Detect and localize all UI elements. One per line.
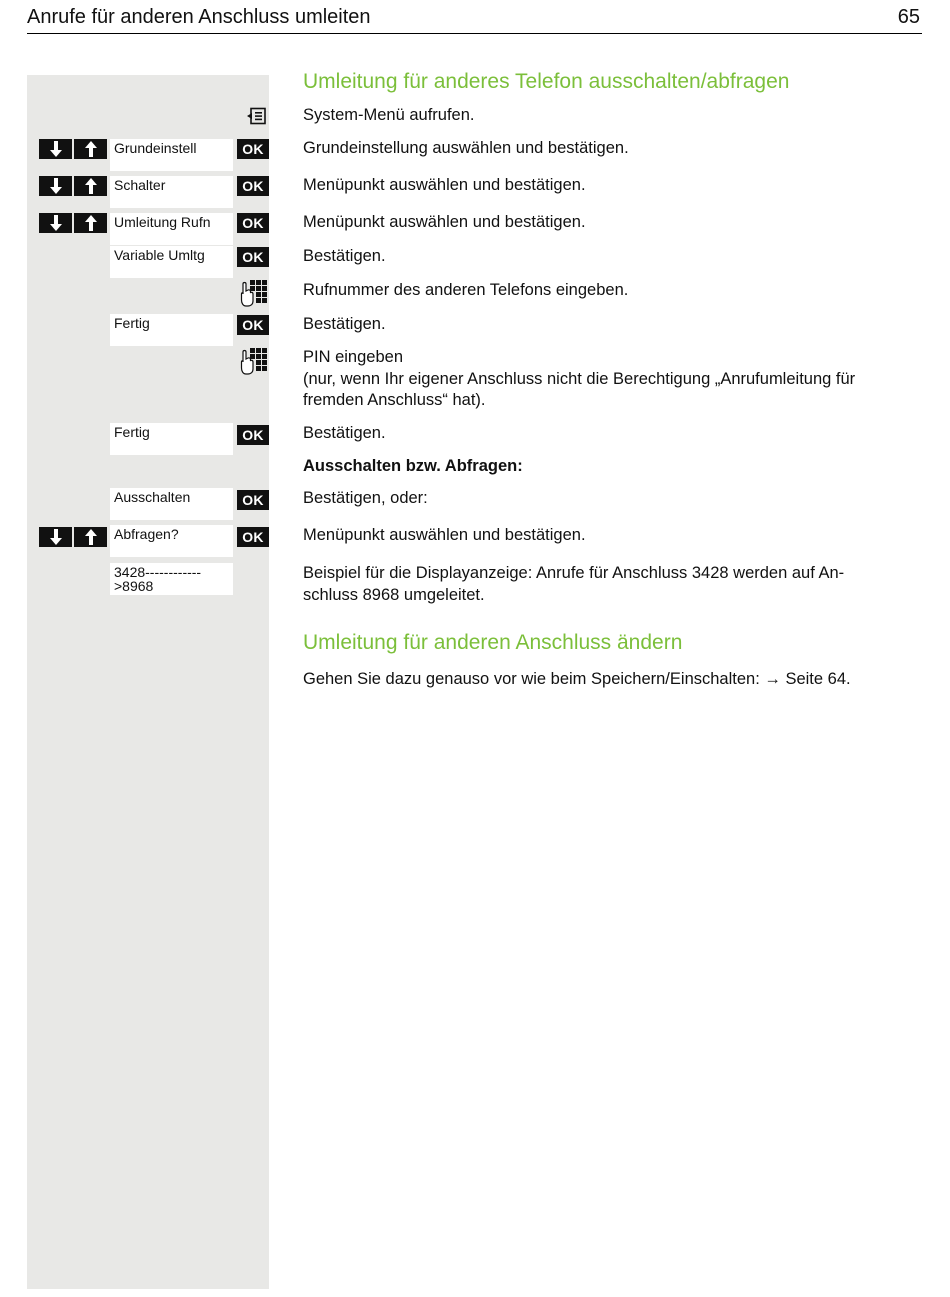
ok-button[interactable]: OK [237, 139, 269, 159]
subheading: Ausschalten bzw. Abfragen: [303, 457, 523, 475]
step-text: Gehen Sie dazu genauso vor wie beim Speichern/Einschalten: → Seite 64. [303, 670, 851, 688]
step-text-block [303, 563, 903, 606]
section-heading-switch-off: Umleitung für anderes Telefon ausschalten/abfragen [303, 70, 790, 93]
display-field [110, 246, 233, 278]
arrow-up-icon[interactable] [74, 139, 107, 159]
step-text: Bestätigen, oder: [303, 489, 428, 507]
display-field [110, 176, 233, 208]
display-field [110, 314, 233, 346]
display-field [110, 488, 233, 520]
display-text: Abfragen? [114, 526, 179, 542]
arrow-down-icon[interactable] [39, 213, 72, 233]
step-text: Bestätigen. [303, 424, 386, 442]
page-header-title: Anrufe für anderen Anschluss umleiten [27, 6, 371, 28]
display-text: Fertig [114, 424, 150, 440]
keypad-icon [240, 279, 268, 312]
page-number: 65 [897, 6, 920, 28]
display-text: Umleitung Rufn [114, 214, 211, 230]
arrow-up-icon[interactable] [74, 213, 107, 233]
ok-button[interactable]: OK [237, 425, 269, 445]
step-text: Bestätigen. [303, 247, 386, 265]
display-field [110, 525, 233, 557]
step-text: Grundeinstellung auswählen und bestätigen. [303, 139, 629, 157]
arrow-down-icon[interactable] [39, 527, 72, 547]
display-text: Ausschalten [114, 489, 191, 505]
display-field [110, 423, 233, 455]
section-heading-change: Umleitung für anderen Anschluss ändern [303, 631, 683, 654]
ok-button[interactable]: OK [237, 213, 269, 233]
arrow-up-icon[interactable] [74, 527, 107, 547]
step-text: Menüpunkt auswählen und bestätigen. [303, 526, 586, 544]
display-text: Schalter [114, 177, 166, 193]
step-text: Beispiel für die Displayanzeige: Anrufe für Anschluss 3428 werden auf An- [303, 564, 845, 582]
display-field [110, 139, 233, 171]
arrow-up-icon[interactable] [74, 176, 107, 196]
arrow-down-icon[interactable] [39, 176, 72, 196]
ok-button[interactable]: OK [237, 315, 269, 335]
ok-button[interactable]: OK [237, 527, 269, 547]
ok-button[interactable]: OK [237, 176, 269, 196]
display-text: 3428------------ [114, 564, 202, 580]
display-field-example [110, 563, 233, 595]
display-text: Grundeinstell [114, 140, 197, 156]
arrow-down-icon[interactable] [39, 139, 72, 159]
display-text: >8968 [114, 578, 154, 594]
step-text: Menüpunkt auswählen und bestätigen. [303, 176, 586, 194]
ok-button[interactable]: OK [237, 247, 269, 267]
step-text: Rufnummer des anderen Telefons eingeben. [303, 281, 629, 299]
menu-key-icon [247, 107, 267, 130]
step-text-block [303, 347, 903, 412]
step-text: schluss 8968 umgeleitet. [303, 585, 485, 604]
display-field [110, 213, 233, 245]
step-text: fremden Anschluss“ hat). [303, 391, 486, 409]
keypad-icon [240, 347, 268, 380]
display-text: Fertig [114, 315, 150, 331]
step-text: Bestätigen. [303, 315, 386, 333]
step-text: PIN eingeben [303, 348, 403, 366]
step-text: (nur, wenn Ihr eigener Anschluss nicht die Berechtigung „Anrufumleitung für [303, 369, 856, 388]
step-text: Menüpunkt auswählen und bestätigen. [303, 213, 586, 231]
display-text: Variable Umltg [114, 247, 205, 263]
ok-button[interactable]: OK [237, 490, 269, 510]
step-text: System-Menü aufrufen. [303, 106, 475, 124]
header-divider [27, 33, 922, 34]
